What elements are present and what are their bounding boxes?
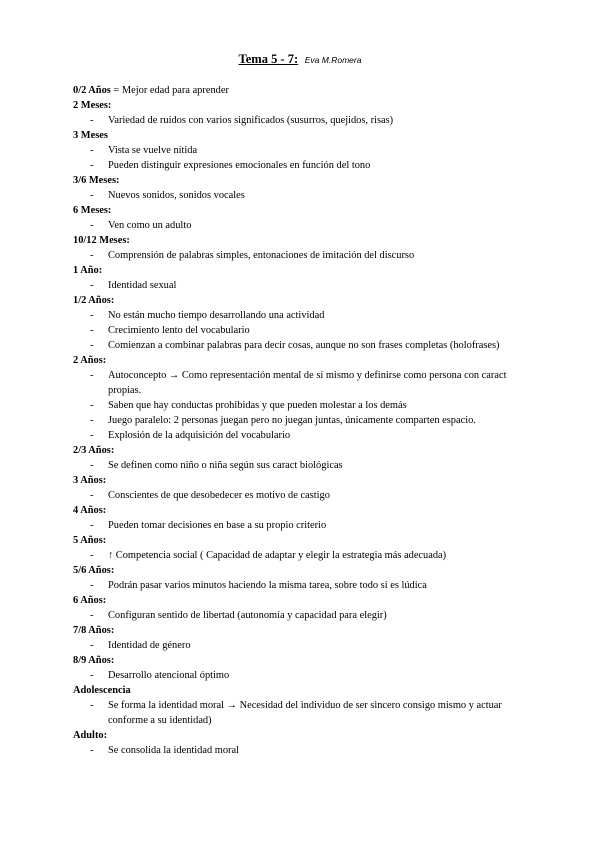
section-heading [73, 128, 538, 143]
list-item [73, 158, 538, 173]
section [73, 203, 538, 233]
dash-bullet: - [90, 520, 94, 531]
section [73, 98, 538, 128]
list-item-text: Saben que hay conductas prohibidas y que pueden molestar a los demás [108, 400, 407, 411]
dash-bullet: - [90, 490, 94, 501]
list-item [73, 218, 538, 233]
section-heading-label: 0/2 Años [73, 85, 111, 96]
section-heading [73, 623, 538, 638]
list-item [73, 398, 538, 413]
list-item-text: Variedad de ruidos con varios significados (susurros, quejidos, risas) [108, 115, 394, 126]
section-heading-label: 1/2 Años: [73, 295, 115, 306]
section-heading [73, 353, 538, 368]
list-item [73, 578, 538, 593]
section [73, 593, 538, 623]
section-heading-label: 4 Años: [73, 505, 107, 516]
dash-bullet: - [90, 310, 94, 321]
section-heading [73, 533, 538, 548]
dash-bullet: - [90, 115, 94, 126]
dash-bullet: - [90, 460, 94, 471]
dash-bullet: - [90, 400, 94, 411]
list-item-text: Conscientes de que desobedecer es motivo de castigo [108, 490, 330, 501]
list-item [73, 413, 538, 428]
dash-bullet: - [90, 430, 94, 441]
list-item-text: Pueden tomar decisiones en base a su propio criterio [108, 520, 327, 531]
dash-bullet: - [90, 550, 94, 561]
section [73, 233, 538, 263]
list-item [73, 338, 538, 353]
section [73, 503, 538, 533]
section-heading-label: 8/9 Años: [73, 655, 115, 666]
development-milestones [73, 83, 538, 758]
section-heading-label: 7/8 Años: [73, 625, 115, 636]
section-heading [73, 728, 538, 743]
list-item-text: Explosión de la adquisición del vocabulario [108, 430, 291, 441]
section [73, 653, 538, 683]
section [73, 353, 538, 443]
dash-bullet: - [90, 280, 94, 291]
section [73, 293, 538, 353]
section [73, 443, 538, 473]
section [73, 533, 538, 563]
section-heading [73, 263, 538, 278]
dash-bullet: - [90, 325, 94, 336]
section-heading-label: 2 Años: [73, 355, 107, 366]
list-item-text: Identidad sexual [108, 280, 177, 291]
list-item [73, 668, 538, 683]
section [73, 728, 538, 758]
list-item-text: Se forma la identidad moral → Necesidad del individuo de ser sincero consigo mismo y actuar conforme a su identidad) [108, 700, 502, 726]
list-item [73, 188, 538, 203]
list-item-text: Identidad de género [108, 640, 191, 651]
list-item-text: Comprensión de palabras simples, entonaciones de imitación del discurso [108, 250, 415, 261]
list-item [73, 143, 538, 158]
section-heading [73, 203, 538, 218]
list-item-text: Nuevos sonidos, sonidos vocales [108, 190, 245, 201]
section-heading-label: 5/6 Años: [73, 565, 115, 576]
section-heading-label: 5 Años: [73, 535, 107, 546]
section-heading-label: 3 Años: [73, 475, 107, 486]
section-heading [73, 653, 538, 668]
section-heading-label: 10/12 Meses: [73, 235, 130, 246]
section-heading [73, 563, 538, 578]
author-name: Eva M.Romera [304, 55, 362, 65]
dash-bullet: - [90, 700, 94, 711]
list-item [73, 323, 538, 338]
section-heading [73, 173, 538, 188]
list-item [73, 518, 538, 533]
section-heading-label: 2/3 Años: [73, 445, 115, 456]
section-heading-label: 3 Meses [73, 130, 108, 141]
section-heading-label: 3/6 Meses: [73, 175, 120, 186]
list-item-text: Desarrollo atencional óptimo [108, 670, 230, 681]
list-item [73, 488, 538, 503]
list-item [73, 458, 538, 473]
list-item-text: No están mucho tiempo desarrollando una actividad [108, 310, 325, 321]
list-item-text: Se definen como niño o niña según sus caract biológicas [108, 460, 343, 471]
dash-bullet: - [90, 610, 94, 621]
section-heading-label: 6 Años: [73, 595, 107, 606]
list-item [73, 638, 538, 653]
dash-bullet: - [90, 370, 94, 381]
list-item [73, 698, 538, 728]
title-text: Tema 5 - 7: [238, 52, 299, 66]
section-heading [73, 83, 538, 98]
section-heading-label: Adulto: [73, 730, 108, 741]
section-heading [73, 233, 538, 248]
dash-bullet: - [90, 220, 94, 231]
section-heading [73, 473, 538, 488]
section-heading [73, 683, 538, 698]
section-heading-label: 1 Año: [73, 265, 103, 276]
list-item [73, 428, 538, 443]
dash-bullet: - [90, 145, 94, 156]
section [73, 563, 538, 593]
section-heading [73, 293, 538, 308]
section-heading [73, 593, 538, 608]
section [73, 473, 538, 503]
list-item-text: Vista se vuelve nítida [108, 145, 198, 156]
list-item-text: Juego paralelo: 2 personas juegan pero no juegan juntas, únicamente comparten espacio. [108, 415, 476, 426]
list-item [73, 368, 538, 398]
list-item-text: Pueden distinguir expresiones emocionales en función del tono [108, 160, 371, 171]
section-heading [73, 503, 538, 518]
dash-bullet: - [90, 160, 94, 171]
dash-bullet: - [90, 670, 94, 681]
list-item [73, 743, 538, 758]
list-item [73, 548, 538, 563]
section-heading [73, 443, 538, 458]
section-heading-note: = Mejor edad para aprender [110, 85, 229, 96]
section [73, 263, 538, 293]
dash-bullet: - [90, 745, 94, 756]
dash-bullet: - [90, 190, 94, 201]
dash-bullet: - [90, 340, 94, 351]
section [73, 173, 538, 203]
section-heading-label: 2 Meses: [73, 100, 112, 111]
list-item [73, 248, 538, 263]
dash-bullet: - [90, 250, 94, 261]
dash-bullet: - [90, 415, 94, 426]
list-item-text: Configuran sentido de libertad (autonomía y capacidad para elegir) [108, 610, 387, 621]
list-item [73, 608, 538, 623]
list-item-text: ↑ Competencia social ( Capacidad de adaptar y elegir la estrategia más adecuada) [108, 550, 447, 561]
list-item-text: Autoconcepto → Como representación mental de sí mismo y definirse como persona con caract propias. [108, 370, 507, 396]
section [73, 683, 538, 728]
list-item [73, 113, 538, 128]
page-title [0, 52, 600, 68]
list-item [73, 278, 538, 293]
list-item-text: Comienzan a combinar palabras para decir cosas, aunque no son frases completas (holofrases) [108, 340, 500, 351]
dash-bullet: - [90, 640, 94, 651]
list-item-text: Se consolida la identidad moral [108, 745, 240, 756]
dash-bullet: - [90, 580, 94, 591]
list-item [73, 308, 538, 323]
section-heading-label: Adolescencia [73, 685, 131, 696]
list-item-text: Podrán pasar varios minutos haciendo la misma tarea, sobre todo si es lúdica [108, 580, 427, 591]
section-heading-label: 6 Meses: [73, 205, 112, 216]
section [73, 83, 538, 98]
section [73, 128, 538, 173]
list-item-text: Ven como un adulto [108, 220, 192, 231]
list-item-text: Crecimiento lento del vocabulario [108, 325, 250, 336]
section [73, 623, 538, 653]
section-heading [73, 98, 538, 113]
